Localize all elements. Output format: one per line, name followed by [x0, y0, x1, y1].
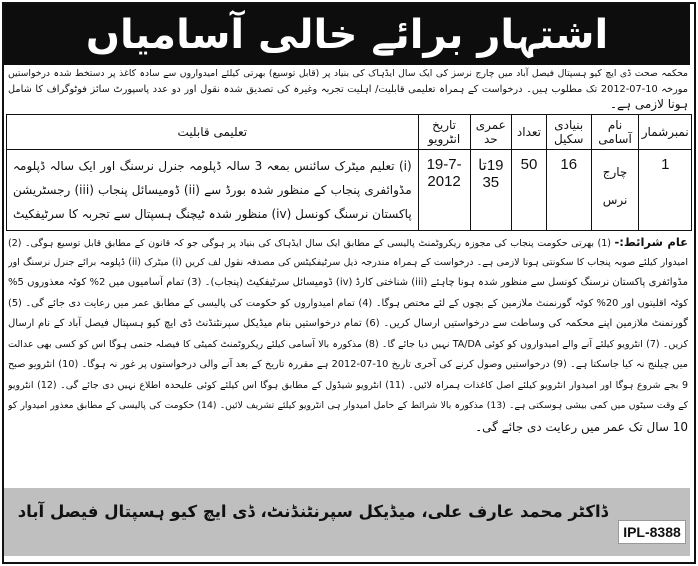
table-header-row [7, 115, 692, 150]
cell-interview-date: 19-7-2012 [418, 150, 470, 231]
signatory: ڈاکٹر محمد عارف علی، میڈیکل سپرنٹنڈنٹ، ڈی ایچ کیو ہسپتال فیصل آباد [17, 502, 608, 521]
cell-post [591, 150, 639, 231]
header-interview-date: تاریخ انٹرویو [418, 115, 470, 150]
general-conditions [8, 232, 688, 437]
condition-line: امیدوار کیلئے صوبہ پنجاب کا سکونتی ہونا لازمی ہے۔ درخواست کے ہمراہ مندرجہ ذیل سرٹیفکیٹس کی مصدقہ نقول لف کریں (i) میٹرک (ii) ڈپلومہ برائے جنرل نرسنگ اور [8, 256, 688, 268]
vacancy-table [6, 114, 692, 231]
table-row [7, 150, 692, 231]
intro-line: ہونا لازمی ہے۔ [609, 97, 688, 111]
intro-line: مورخہ 10-07-2012 تک مطلوب ہیں۔ درخواست کے ہمراہ تعلیمی قابلیت/ اہلیت تجربہ وغیرہ کی تصدیق شدہ نقول اور دو عدد پاسپورٹ سائز فوٹوگراف کا شامل [8, 83, 688, 95]
condition-line: کے وقت سیٹوں میں کمی بیشی ہوسکتی ہے۔ (13) مذکورہ بالا شرائط کے حامل امیدوار ہی انٹرویو کیلئے تشریف لائیں۔ (14) حکومت کی پالیسی کے مطابق معذور امیدوار کو [8, 400, 688, 411]
header-qualification: تعلیمی قابلیت [7, 115, 419, 150]
cell-qualification [7, 150, 419, 231]
header-post: نام آسامی [591, 115, 639, 150]
intro-paragraph [8, 66, 688, 113]
header-scale: بنیادی سکیل [546, 115, 591, 150]
conditions-label: عام شرائط:- [614, 235, 688, 249]
cell-serial: 1 [639, 150, 692, 231]
condition-line: مڈوائفری پاکستان نرسنگ کونسل سے منظور شدہ ہونا چاہئے (iii) شناختی کارڈ (iv) ڈومیسائل سرٹیفکیٹ (پنجاب)۔ (3) تمام آسامیوں میں 2% کوٹہ معذوروں 5% [8, 277, 688, 288]
condition-line: گورنمنٹ ملازمین اپنے محکمہ کی وساطت سے درخواستیں ارسال کریں۔ (6) تمام درخواستیں بنام میڈیکل سپرنٹنڈنٹ ڈی ایچ کیو ہسپتال فیصل آباد کے نام ارسال [8, 318, 688, 329]
ad-reference-number: IPL-8388 [618, 520, 686, 544]
condition-line: کوٹہ اقلیتوں اور 20% کوٹہ گورنمنٹ ملازمین کے بچوں کے لئے مختص ہوگا۔ (4) تمام امیدواروں کو حکومت کی پالیسی کے مطابق عمر میں رعایت دی جائے گی۔ (5) [8, 297, 688, 309]
qualification-line: پاکستان نرسنگ کونسل (iv) منظور شدہ ٹیچنگ ہسپتال سے تجربہ کا سرٹیفکیٹ [13, 207, 412, 221]
header-age: عمری حد [470, 115, 512, 150]
condition-line: کریں۔ (7) انٹرویو کیلئے آنے والے امیدواروں کو کوئی TA/DA نہیں دیا جائے گا۔ (8) مذکورہ بالا آسامی کیلئے ریکروٹمنٹ کمیٹی کا فیصلہ حتمی ہوگا اس کو کسی بھی عدالت [8, 338, 688, 350]
condition-line: میں چیلنج نہ کیا جاسکتا ہے۔ (9) درخواستیں وصول کرنے کی آخری تاریخ 10-07-2012 ہے مقررہ تاریخ کے بعد آنے والی درخواستوں پر غور نہ ہوگا۔ (10) انٹرویو صبح [8, 359, 688, 370]
cell-age: 19تا 35 [470, 150, 512, 231]
header-serial: نمبرشمار [639, 115, 692, 150]
ad-title: اشتہار برائے خالی آسامیاں [4, 4, 690, 65]
condition-line: 10 سال تک عمر میں رعایت دی جائے گی۔ [475, 419, 688, 434]
post-name: چارج نرس [602, 165, 628, 207]
header-count: تعداد [512, 115, 547, 150]
cell-count: 50 [512, 150, 547, 231]
condition-text: (1) بھرتی حکومت پنجاب کی مجوزہ ریکروٹمنٹ پالیسی کے مطابق ایک سال ایڈہاک کی بنیاد پر ہوگی جو کہ قانون کے مطابق قابل توسیع ہوگی۔ (2) [8, 238, 611, 249]
qualification-line: (i) تعلیم میٹرک سائنس بمعہ 3 سالہ ڈپلومہ جنرل نرسنگ اور ایک سالہ ڈپلومہ [13, 159, 412, 173]
qualification-line: مڈوائفری پنجاب کے منظور شدہ بورڈ سے (ii) ڈومیسائل پنجاب (iii) رجسٹریشن [13, 183, 412, 197]
intro-line: محکمہ صحت ڈی ایچ کیو ہسپتال فیصل آباد میں چارج نرسز کی ایک سال ایڈہاک کی بنیاد پر (قابل توسیع) بھرتی کیلئے امیدواروں سے سادہ کاغذ پر دستخط شدہ درخواستیں [8, 68, 688, 79]
condition-line: 9 بجے شروع ہوگا اور امیدوار انٹرویو کیلئے اصل کاغذات ہمراہ لائیں۔ (11) انٹرویو شیڈول کے مطابق ہوگا اس کیلئے کوئی علیحدہ اطلاع نہیں دی جائے گی۔ (12) انٹرویو [8, 379, 688, 391]
condition-line [8, 232, 688, 253]
signature-band [4, 488, 690, 556]
cell-scale: 16 [546, 150, 591, 231]
